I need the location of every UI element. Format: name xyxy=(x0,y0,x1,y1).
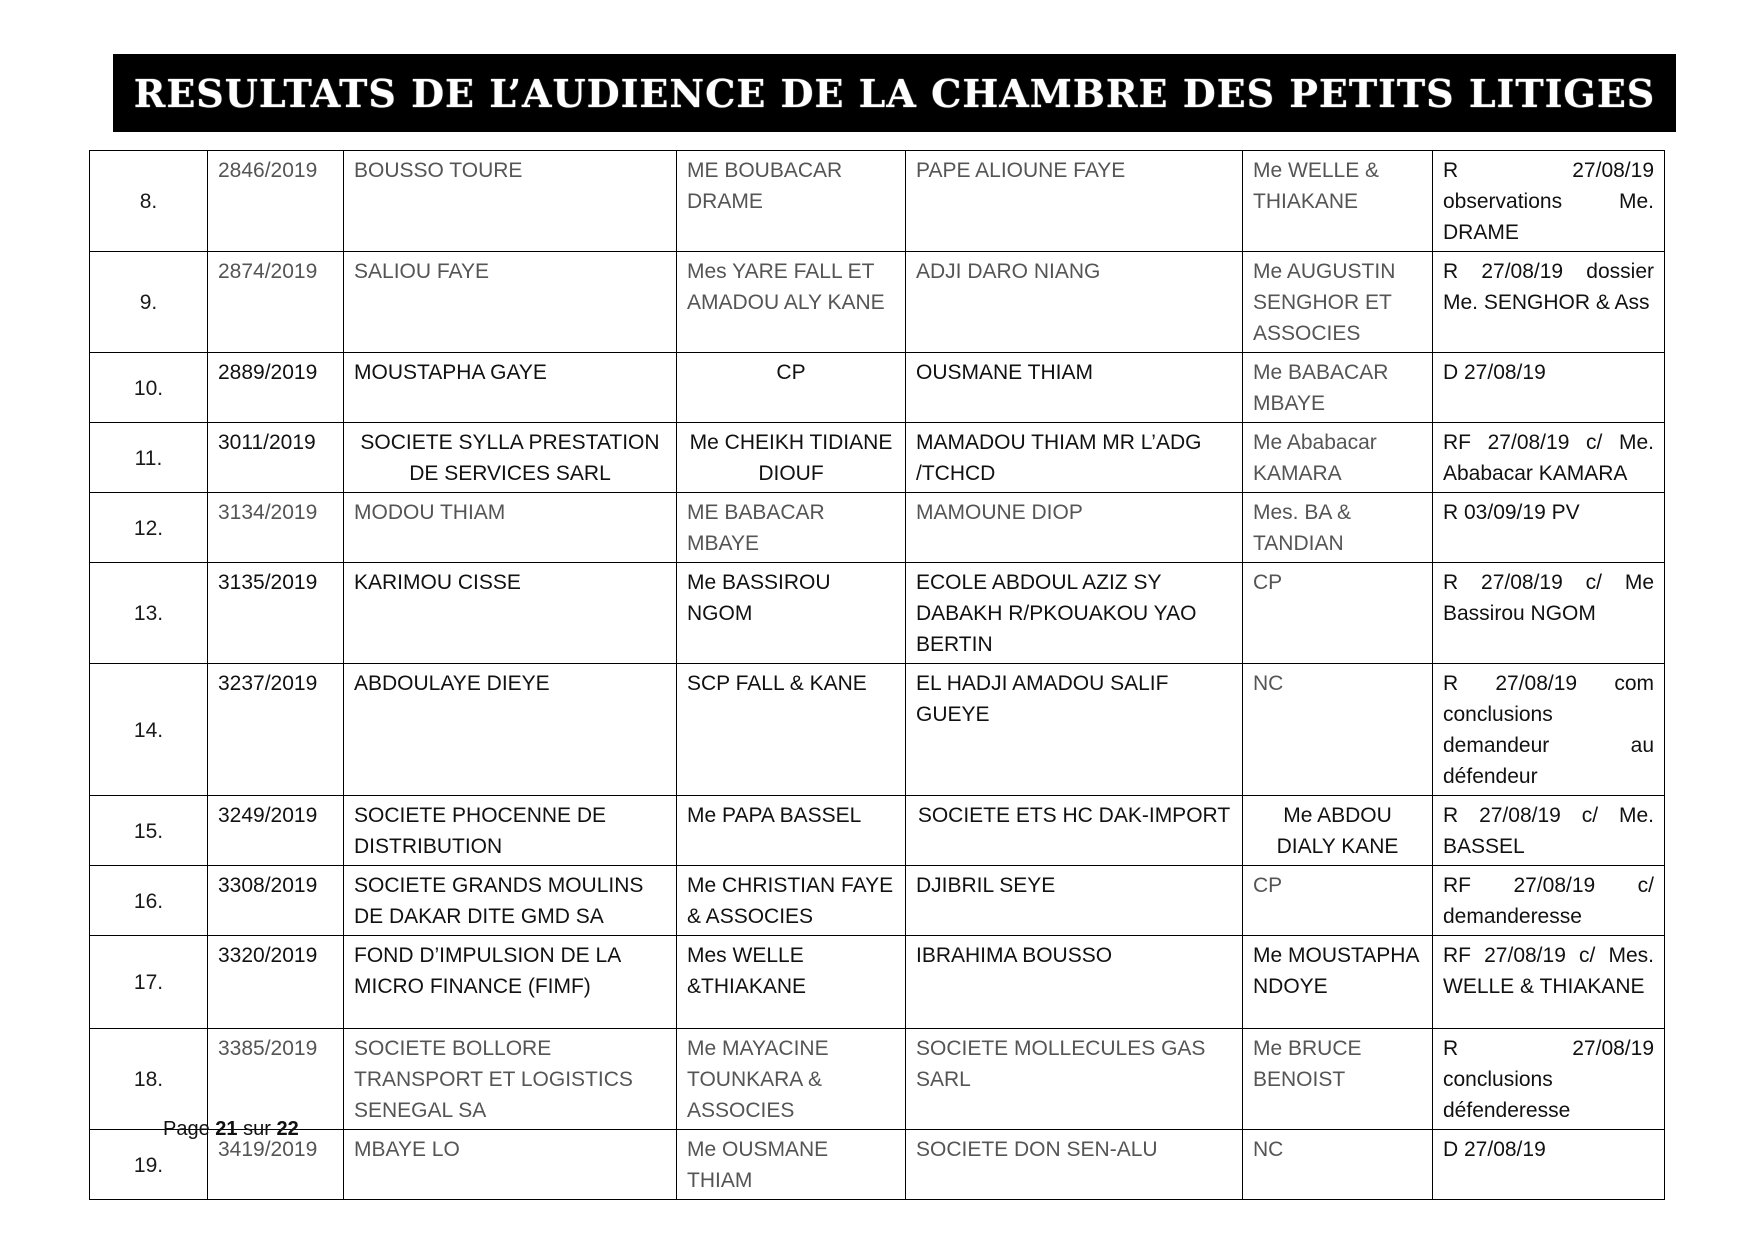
party-defendant: ECOLE ABDOUL AZIZ SY DABAKH R/PKOUAKOU YAO BERTIN xyxy=(906,563,1243,664)
decision: RF 27/08/19 c/ demanderesse xyxy=(1433,866,1665,936)
page-title: RESULTATS DE L’AUDIENCE DE LA CHAMBRE DES PETITS LITIGES xyxy=(133,70,1656,116)
party-plaintiff: SALIOU FAYE xyxy=(344,252,677,353)
case-reference: 3385/2019 xyxy=(208,1029,344,1130)
decision: D 27/08/19 xyxy=(1433,1130,1665,1200)
lawyer-plaintiff: Me CHEIKH TIDIANE DIOUF xyxy=(677,423,906,493)
table-row xyxy=(90,866,1665,936)
lawyer-plaintiff: Me PAPA BASSEL xyxy=(677,796,906,866)
table-row xyxy=(90,493,1665,563)
case-reference: 3320/2019 xyxy=(208,936,344,1029)
lawyer-defendant: CP xyxy=(1243,866,1433,936)
case-reference: 2846/2019 xyxy=(208,151,344,252)
table-row xyxy=(90,252,1665,353)
table-row xyxy=(90,664,1665,796)
case-reference: 2889/2019 xyxy=(208,353,344,423)
page-word: Page xyxy=(163,1118,210,1140)
lawyer-plaintiff: Mes WELLE &THIAKANE xyxy=(677,936,906,1029)
row-number: 19. xyxy=(90,1130,208,1200)
case-reference: 2874/2019 xyxy=(208,252,344,353)
table-row xyxy=(90,353,1665,423)
lawyer-defendant: Me Ababacar KAMARA xyxy=(1243,423,1433,493)
lawyer-defendant: Me BRUCE BENOIST xyxy=(1243,1029,1433,1130)
lawyer-defendant: CP xyxy=(1243,563,1433,664)
page-total: 22 xyxy=(276,1118,299,1140)
table-row xyxy=(90,151,1665,252)
row-number: 11. xyxy=(90,423,208,493)
lawyer-defendant: NC xyxy=(1243,1130,1433,1200)
page-footer xyxy=(163,1118,299,1141)
table-row xyxy=(90,936,1665,1029)
row-number: 12. xyxy=(90,493,208,563)
lawyer-defendant: Me AUGUSTIN SENGHOR ET ASSOCIES xyxy=(1243,252,1433,353)
party-defendant: EL HADJI AMADOU SALIF GUEYE xyxy=(906,664,1243,796)
lawyer-plaintiff: Me CHRISTIAN FAYE & ASSOCIES xyxy=(677,866,906,936)
sur-word: sur xyxy=(243,1118,271,1140)
table-row xyxy=(90,563,1665,664)
case-reference: 3011/2019 xyxy=(208,423,344,493)
lawyer-defendant: Me ABDOU DIALY KANE xyxy=(1243,796,1433,866)
party-plaintiff: KARIMOU CISSE xyxy=(344,563,677,664)
party-plaintiff: BOUSSO TOURE xyxy=(344,151,677,252)
decision: D 27/08/19 xyxy=(1433,353,1665,423)
lawyer-plaintiff: SCP FALL & KANE xyxy=(677,664,906,796)
lawyer-defendant: Me BABACAR MBAYE xyxy=(1243,353,1433,423)
lawyer-defendant: Mes. BA & TANDIAN xyxy=(1243,493,1433,563)
decision: R 27/08/19 conclusions défenderesse xyxy=(1433,1029,1665,1130)
lawyer-plaintiff: Me OUSMANE THIAM xyxy=(677,1130,906,1200)
lawyer-plaintiff: ME BABACAR MBAYE xyxy=(677,493,906,563)
party-plaintiff: ABDOULAYE DIEYE xyxy=(344,664,677,796)
party-defendant: DJIBRIL SEYE xyxy=(906,866,1243,936)
header-banner xyxy=(113,54,1676,132)
row-number: 13. xyxy=(90,563,208,664)
lawyer-plaintiff: Me BASSIROU NGOM xyxy=(677,563,906,664)
lawyer-plaintiff: CP xyxy=(677,353,906,423)
row-number: 14. xyxy=(90,664,208,796)
party-defendant: SOCIETE ETS HC DAK-IMPORT xyxy=(906,796,1243,866)
party-plaintiff: MOUSTAPHA GAYE xyxy=(344,353,677,423)
party-defendant: SOCIETE MOLLECULES GAS SARL xyxy=(906,1029,1243,1130)
party-plaintiff: SOCIETE GRANDS MOULINS DE DAKAR DITE GMD SA xyxy=(344,866,677,936)
decision: R 27/08/19 observations Me. DRAME xyxy=(1433,151,1665,252)
decision: R 27/08/19 dossier Me. SENGHOR & Ass xyxy=(1433,252,1665,353)
party-defendant: IBRAHIMA BOUSSO xyxy=(906,936,1243,1029)
case-reference: 3249/2019 xyxy=(208,796,344,866)
case-reference: 3419/2019 xyxy=(208,1130,344,1200)
party-defendant: PAPE ALIOUNE FAYE xyxy=(906,151,1243,252)
party-defendant: ADJI DARO NIANG xyxy=(906,252,1243,353)
row-number: 15. xyxy=(90,796,208,866)
party-plaintiff: FOND D’IMPULSION DE LA MICRO FINANCE (FIMF) xyxy=(344,936,677,1029)
row-number: 9. xyxy=(90,252,208,353)
decision: R 03/09/19 PV xyxy=(1433,493,1665,563)
decision: R 27/08/19 c/ Me Bassirou NGOM xyxy=(1433,563,1665,664)
decision: R 27/08/19 c/ Me. BASSEL xyxy=(1433,796,1665,866)
case-reference: 3134/2019 xyxy=(208,493,344,563)
row-number: 16. xyxy=(90,866,208,936)
party-plaintiff: MODOU THIAM xyxy=(344,493,677,563)
table-row xyxy=(90,1029,1665,1130)
row-number: 10. xyxy=(90,353,208,423)
decision: RF 27/08/19 c/ Me. Ababacar KAMARA xyxy=(1433,423,1665,493)
page-current: 21 xyxy=(215,1118,238,1140)
lawyer-plaintiff: Me MAYACINE TOUNKARA & ASSOCIES xyxy=(677,1029,906,1130)
party-plaintiff: MBAYE LO xyxy=(344,1130,677,1200)
party-plaintiff: SOCIETE SYLLA PRESTATION DE SERVICES SARL xyxy=(344,423,677,493)
party-defendant: MAMADOU THIAM MR L’ADG /TCHCD xyxy=(906,423,1243,493)
case-reference: 3135/2019 xyxy=(208,563,344,664)
case-reference: 3237/2019 xyxy=(208,664,344,796)
table-row xyxy=(90,1130,1665,1200)
party-defendant: SOCIETE DON SEN-ALU xyxy=(906,1130,1243,1200)
lawyer-defendant: Me MOUSTAPHA NDOYE xyxy=(1243,936,1433,1029)
lawyer-plaintiff: Mes YARE FALL ET AMADOU ALY KANE xyxy=(677,252,906,353)
lawyer-defendant: Me WELLE & THIAKANE xyxy=(1243,151,1433,252)
row-number: 8. xyxy=(90,151,208,252)
row-number: 17. xyxy=(90,936,208,1029)
party-defendant: MAMOUNE DIOP xyxy=(906,493,1243,563)
row-number: 18. xyxy=(90,1029,208,1130)
party-defendant: OUSMANE THIAM xyxy=(906,353,1243,423)
decision: RF 27/08/19 c/ Mes. WELLE & THIAKANE xyxy=(1433,936,1665,1029)
table-row xyxy=(90,423,1665,493)
results-table xyxy=(89,150,1665,1200)
lawyer-plaintiff: ME BOUBACAR DRAME xyxy=(677,151,906,252)
table-row xyxy=(90,796,1665,866)
party-plaintiff: SOCIETE PHOCENNE DE DISTRIBUTION xyxy=(344,796,677,866)
lawyer-defendant: NC xyxy=(1243,664,1433,796)
party-plaintiff: SOCIETE BOLLORE TRANSPORT ET LOGISTICS SENEGAL SA xyxy=(344,1029,677,1130)
case-reference: 3308/2019 xyxy=(208,866,344,936)
decision: R 27/08/19 com conclusions demandeur au défendeur xyxy=(1433,664,1665,796)
